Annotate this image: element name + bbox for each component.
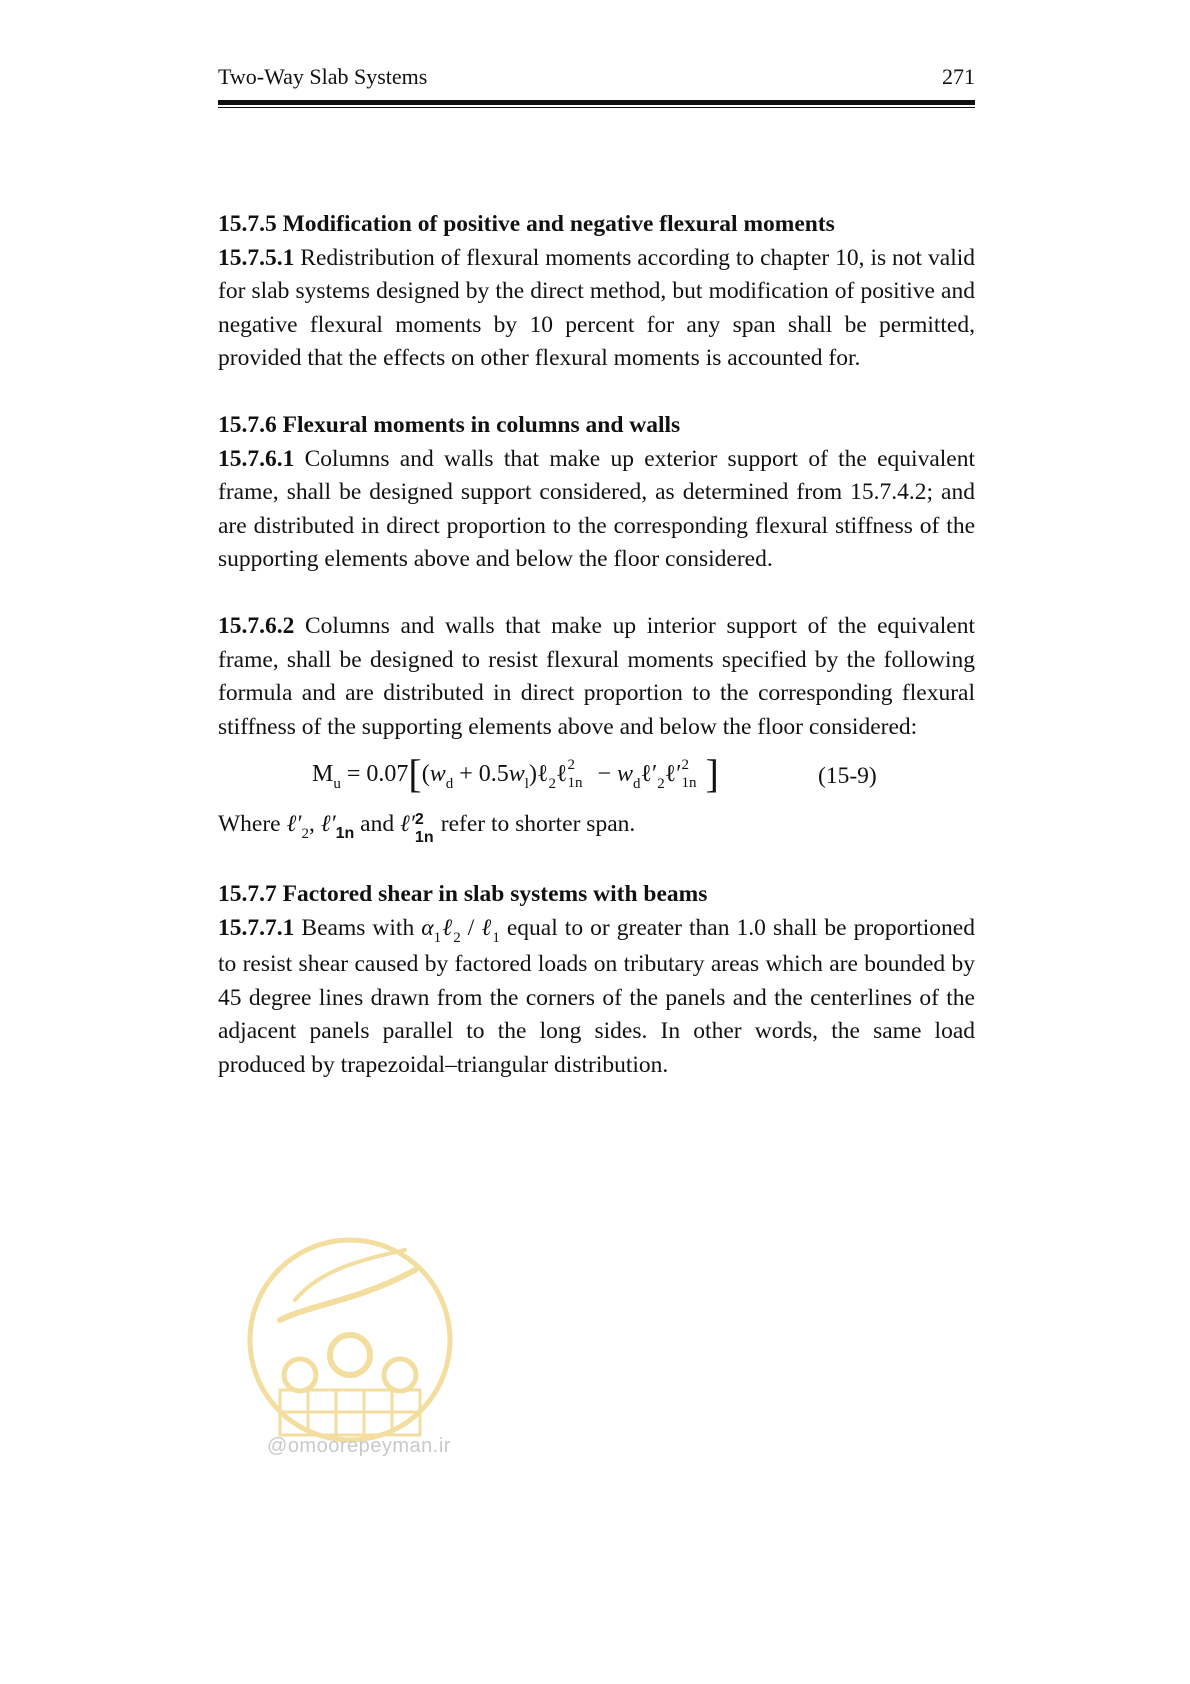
clause-number: 15.7.6.1: [218, 445, 295, 472]
body-text: [218, 208, 975, 1082]
clause-lead: Beams with: [294, 914, 422, 941]
clause-number: 15.7.7.1: [218, 914, 295, 941]
section-heading-15-7-7: 15.7.7 Factored shear in slab systems with beams: [218, 881, 708, 907]
paragraph-15-7-6-2: [218, 610, 975, 744]
clause-text: Columns and walls that make up exterior support of the equivalent frame, shall be designed support considered, as determined from 15.7.4.2; and are distributed in direct proportion to the corresponding flexural stiffness of the supporting elements above and below the floor considered.: [218, 445, 975, 572]
paragraph-15-7-6-1: [218, 443, 975, 577]
running-title: Two-Way Slab Systems: [218, 64, 428, 89]
section-heading-15-7-6: 15.7.6 Flexural moments in columns and walls: [218, 412, 681, 438]
paragraph-15-7-7-1: 15.7.7.1 Beams with $\alpha_1\ell_2$ / ℓ$_1$ equal to or greater than 1.0 shall be proportioned to resist shear caused by factored loads on tributary areas which are bounded by 45 degree lines drawn from the corners of the panels and the centerlines of the adjacent panels parallel to the long sides. In other words, the same load produced by trapezoidal–triangular distribution.: [218, 914, 975, 1078]
equation-15-9: [218, 751, 975, 808]
equation-number: (15-9): [818, 763, 877, 789]
where-suffix: refer to shorter span.: [434, 811, 636, 837]
paragraph-15-7-5-1: [218, 242, 975, 376]
clause-text: Redistribution of flexural moments according to chapter 10, is not valid for slab systems designed by the direct method, but modification of positive and negative flexural moments by 10 percent for any span shall be permitted, provided that the effects on other flexural moments is accounted for.: [218, 244, 975, 371]
clause-number: 15.7.6.2: [218, 613, 295, 639]
running-header: [218, 64, 975, 90]
where-and: and: [354, 811, 400, 837]
header-rule-thick: [218, 100, 975, 105]
clause-text: Columns and walls that make up interior support of the equivalent frame, shall be designed to resist flexural moments specified by the following formula and are distributed in direct proportion to the corresponding flexural stiffness of the supporting elements above and below the floor considered:: [218, 613, 975, 740]
section-heading-15-7-5: 15.7.5 Modification of positive and negative flexural moments: [218, 211, 835, 237]
header-rule-thin: [218, 107, 975, 108]
clause-text: equal to or greater than 1.0 shall be proportioned to resist shear caused by factored loads on tributary areas which are bounded by 45 degree lines drawn from the corners of the panels and the centerlines of the adjacent panels parallel to the long sides. In other words, the same load produced by trapezoidal–triangular distribution.: [218, 914, 975, 1078]
watermark-site-text: @omoorepeyman.ir: [267, 1435, 451, 1457]
clause-number: 15.7.5.1: [218, 244, 295, 271]
page-number: 271: [942, 64, 975, 89]
watermark-logo-icon: [240, 1210, 460, 1470]
where-prefix: Where: [218, 811, 287, 837]
equation-where-clause: Where $\ell'_2$, $\ell'_{1n}$ and ℓ′ 2 1n refer to shorter span.: [218, 811, 636, 846]
equation-formula: $M_u = 0.07[(w_d$ + $0.5w_l)\ell_2\ell$ 2 1n − $w_d\ell'_2\ell'$ 2 1n ]: [312, 751, 719, 796]
